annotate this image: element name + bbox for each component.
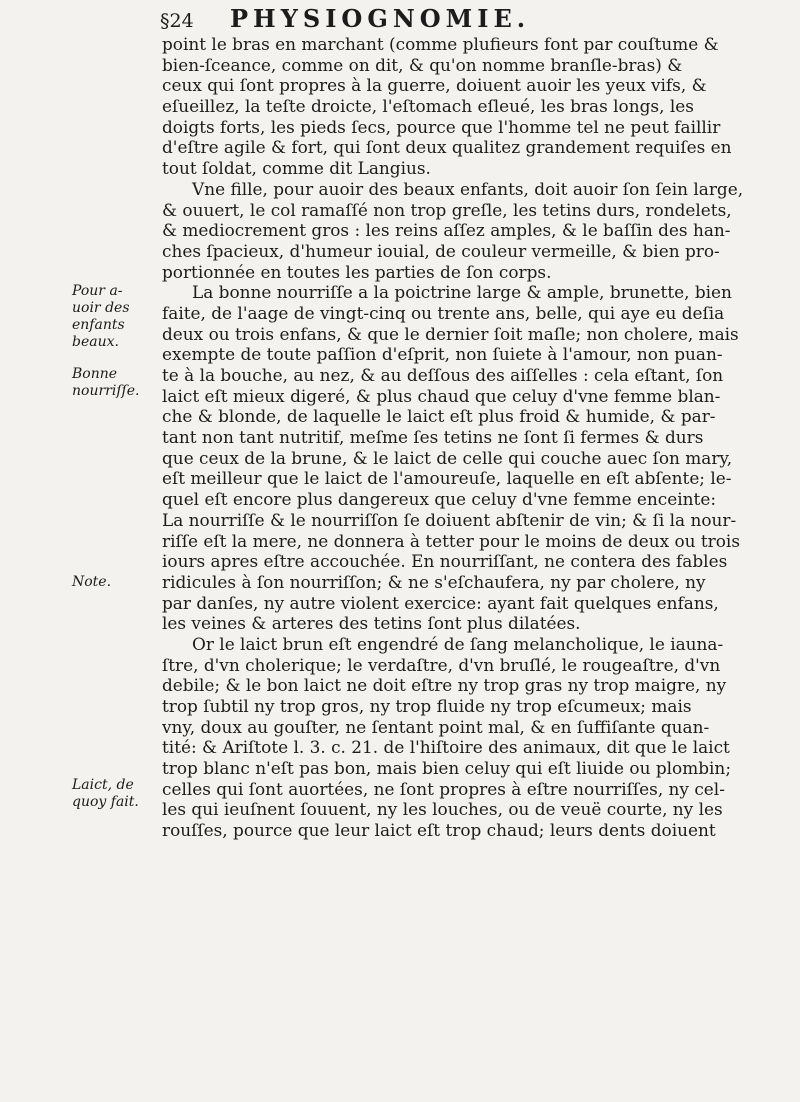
text-line: doigts forts, les pieds ſecs, pource que l'homme tel ne peut faillir <box>162 116 721 137</box>
margin-note-line: enfants <box>72 317 125 333</box>
text-line: celles qui ſont auortées, ne ſont propres à eſtre nourriſſes, ny cel- <box>162 778 725 799</box>
text-line: La nourriſſe & le nourriſſon ſe doiuent abſtenir de vin; & ſi la nour- <box>162 509 737 530</box>
text-line: que ceux de la brune, & le laict de celle qui couche auec ſon mary, <box>162 447 733 468</box>
text-line: debile; & le bon laict ne doit eſtre ny trop gras ny trop maigre, ny <box>162 675 727 696</box>
text-line: tout ſoldat, comme dit Langius. <box>162 158 431 179</box>
text-line: tité: & Ariſtote l. 3. c. 21. de l'hiſtoire des animaux, dit que le laict <box>162 737 730 758</box>
margin-note-note <box>72 574 111 591</box>
text-line: trop ſubtil ny trop gros, ny trop fluide ny trop eſcumeux; mais <box>162 696 692 716</box>
text-line: les veines & arteres des tetins ſont plus dilatées. <box>162 613 581 634</box>
page-header <box>160 4 760 34</box>
text-line: bien-ſceance, comme on dit, & qu'on nomme branſle-bras) & <box>162 54 683 75</box>
text-line: ceux qui ſont propres à la guerre, doiuent auoir les yeux vifs, & <box>162 75 707 96</box>
running-title: PHYSIOGNOMIE. <box>230 4 531 33</box>
text-line: par danſes, ny autre violent exercice: ayant fait quelques enfans, <box>162 592 719 613</box>
margin-note-line: nourriſſe. <box>72 383 140 399</box>
margin-note-line: beaux. <box>72 334 119 350</box>
page-number: §24 <box>160 10 194 32</box>
margin-note-line: quoy fait. <box>72 794 139 810</box>
text-line: tant non tant nutritif, meſme ſes tetins ne ſont ſi fermes & durs <box>162 427 704 448</box>
text-line: exempte de toute paſſion d'eſprit, non ſuiete à l'amour, non puan- <box>162 344 723 365</box>
text-line: & mediocrement gros : les reins aſſez amples, & le baſſin des han- <box>162 220 731 241</box>
margin-note-line: Laict, de <box>72 777 134 793</box>
text-line: portionnée en toutes les parties de ſon corps. <box>162 261 552 282</box>
text-line: d'eſtre agile & fort, qui ſont deux qualitez grandement requiſes en <box>162 137 732 158</box>
margin-note-line: Bonne <box>72 366 118 382</box>
margin-note-line: uoir des <box>72 300 130 316</box>
text-line: ſtre, d'vn cholerique; le verdaſtre, d'vn bruſlé, le rougeaſtre, d'vn <box>162 654 721 675</box>
text-line: quel eſt encore plus dangereux que celuy d'vne femme enceinte: <box>162 489 717 510</box>
text-line: La bonne nourriſſe a la poictrine large & ample, brunette, bien <box>192 282 732 303</box>
margin-note-good-nurse <box>72 366 139 400</box>
text-line: Vne fille, pour auoir des beaux enfants, doit auoir ſon ſein large, <box>192 178 744 199</box>
text-line: eſt meilleur que le laict de l'amoureuſe, laquelle en eſt abſente; le- <box>162 468 732 489</box>
text-line: les qui ieuſnent ſouuent, ny les louches, ou de veuë courte, ny les <box>162 799 723 820</box>
margin-note-line: Note. <box>72 574 112 590</box>
margin-note-beautiful-children <box>72 283 130 351</box>
text-line: ridicules à ſon nourriſſon; & ne s'eſchaufera, ny par cholere, ny <box>162 571 706 592</box>
text-line: laict eſt mieux digeré, & plus chaud que celuy d'vne femme blan- <box>162 385 721 406</box>
text-line: eſueillez, la teſte droicte, l'eſtomach eſleué, les bras longs, les <box>162 96 694 117</box>
text-line: Or le laict brun eſt engendré de ſang melancholique, le iauna- <box>192 633 724 654</box>
body-text <box>162 34 792 841</box>
margin-note-milk <box>72 777 139 811</box>
margin-note-line: Pour a- <box>72 283 123 299</box>
text-line: trop blanc n'eſt pas bon, mais bien celuy qui eſt liuide ou plombin; <box>162 758 732 779</box>
text-line: iours apres eſtre accouchée. En nourriſſant, ne contera des fables <box>162 551 728 572</box>
text-line: deux ou trois enfans, & que le dernier ſoit maſle; non cholere, mais <box>162 323 739 344</box>
text-line: te à la bouche, au nez, & au deſſous des aiſſelles : cela eſtant, ſon <box>162 365 724 385</box>
text-line: point le bras en marchant (comme plufieurs font par couſtume & <box>162 34 719 54</box>
text-line: & ouuert, le col ramaſſé non trop greſle, les tetins durs, rondelets, <box>162 199 732 220</box>
text-line: ches ſpacieux, d'humeur iouial, de couleur vermeille, & bien pro- <box>162 240 720 261</box>
text-line: riſſe eſt la mere, ne donnera à tetter pour le moins de deux ou trois <box>162 530 740 551</box>
text-line: vny, doux au gouſter, ne ſentant point mal, & en ſuffiſante quan- <box>162 716 710 737</box>
text-line: faite, de l'aage de vingt-cinq ou trente ans, belle, qui aye eu deſia <box>162 302 725 323</box>
text-line: che & blonde, de laquelle le laict eſt plus froid & humide, & par- <box>162 406 716 427</box>
text-line: rouſſes, pource que leur laict eſt trop chaud; leurs dents doiuent <box>162 820 716 841</box>
